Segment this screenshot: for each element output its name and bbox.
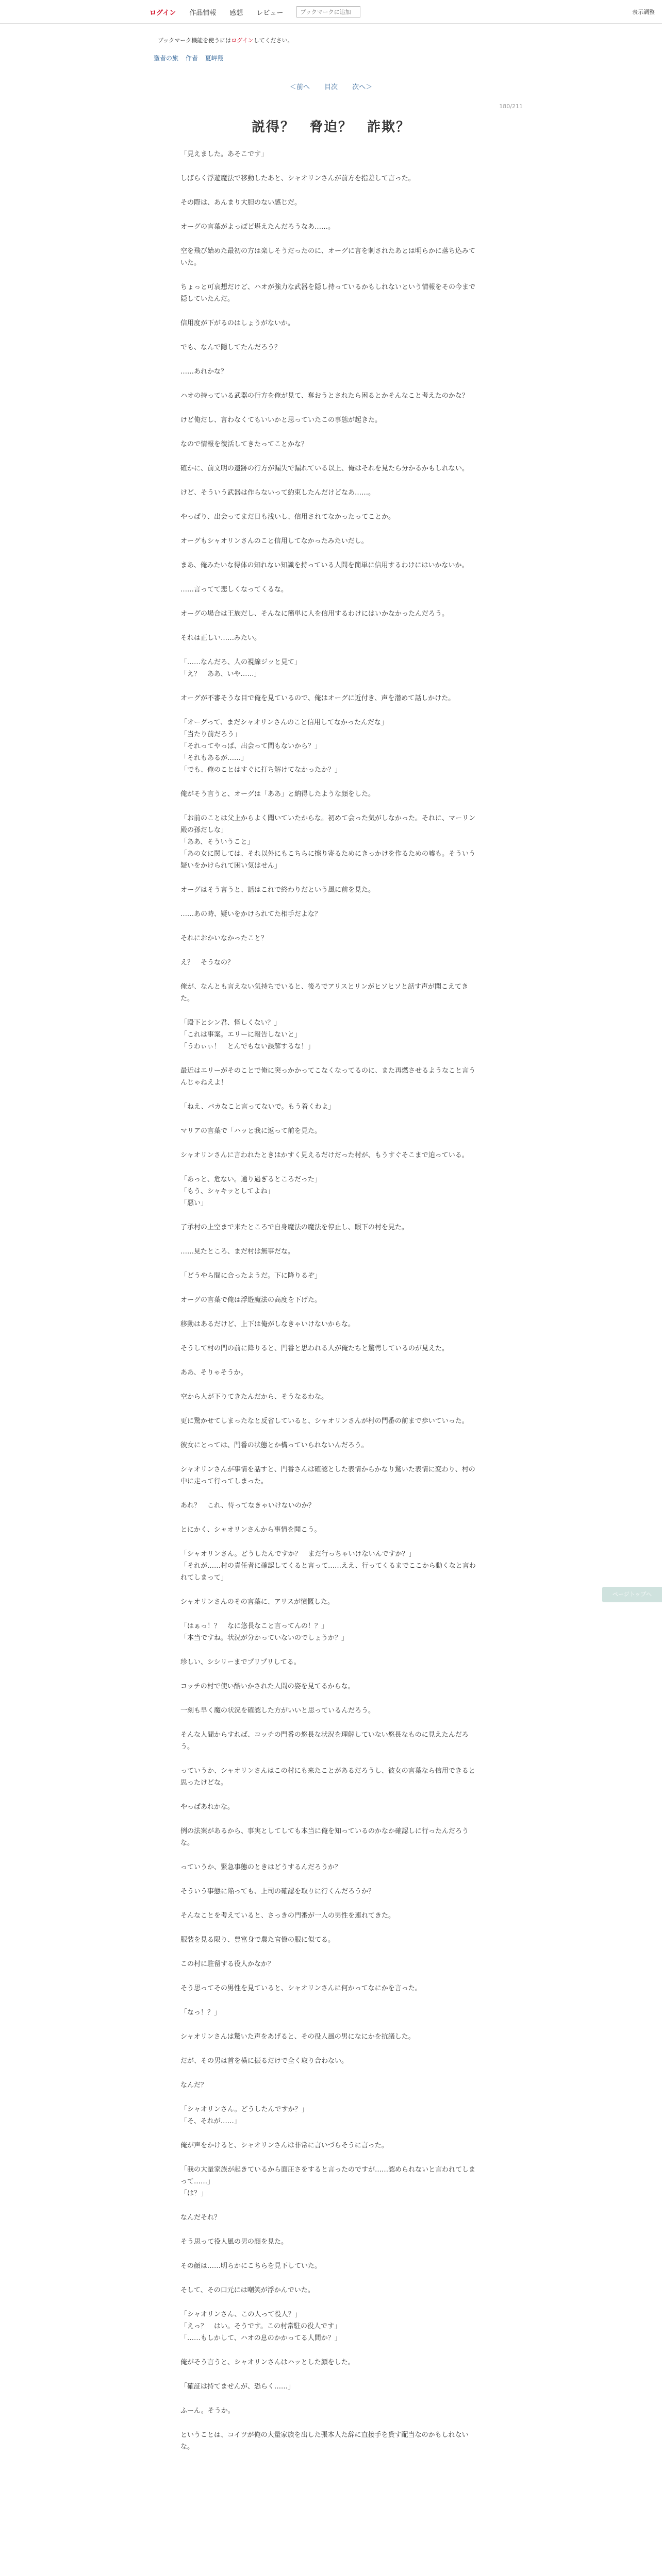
paragraph [180, 1729, 479, 1753]
paragraph [180, 2381, 479, 2393]
paragraph [180, 957, 479, 969]
paragraph-line: そんな人間からすれば、コッチの門番の悠長な状況を理解していない悠長なものに見えたんだろう。 [180, 1731, 469, 1751]
paragraph-line: 彼女にとっては、門番の状態とか構っていられないんだろう。 [180, 1442, 368, 1449]
paragraph-line: けど、そういう武器は作らないって約束したんだけどなあ……。 [180, 489, 375, 497]
paragraph [180, 148, 479, 160]
paragraph-line: 「見えました。あそこです」 [180, 150, 268, 158]
paragraph-line: っていうか、緊急事態のときはどうするんだろうか？ [180, 1863, 342, 1871]
paragraph-line: 信用度が下がるのはしょうがないか。 [180, 319, 295, 327]
paragraph [180, 1982, 479, 1994]
paragraph-line: ……見たところ、まだ村は無事だな。 [180, 1248, 295, 1256]
paragraph-line: オーグもシャオリンさんのこと信用してなかったみたいだし。 [180, 537, 368, 545]
paragraph [180, 2284, 479, 2296]
paragraph-line: 服装を見る限り、豊富身で農た官僚の服に似てる。 [180, 1936, 335, 1944]
paragraph [180, 1464, 479, 1487]
paragraph-line: っていうか、シャオリンさんはこの村にも来たことがあるだろうし、彼女の言葉なら信用できると思ったけどな。 [180, 1767, 475, 1787]
paragraph-line: 「シャオリンさん、この人って役人？」 [180, 2311, 302, 2318]
paragraph-line: 「本当ですね。状況が分かっていないのでしょうか？」 [180, 1634, 349, 1642]
paragraph [180, 2236, 479, 2248]
paragraph-line: 確かに、前文明の遺跡の行方が漏失で漏れている以上、俺はそれを見たら分かるかもしれない。 [180, 465, 469, 472]
paragraph-line: だが、その男は首を横に振るだけで全く取り合わない。 [180, 2057, 349, 2065]
paragraph-line: その顔は……明らかにこちらを見下していた。 [180, 2262, 322, 2270]
paragraph [180, 1524, 479, 1536]
login-notice [158, 36, 293, 44]
paragraph-line: やっぱあれかな。 [180, 1803, 235, 1811]
paragraph-line: ……言ってて悲しくなってくるな。 [180, 586, 288, 594]
paragraph-line: 例の法案があるから、事実としてしても本当に俺を知っているのかなか確認しに行ったんだろうな。 [180, 1827, 469, 1847]
paragraph-line: そうして村の門の前に降りると、門番と思われる人が俺たちと驚愕しているのが見えた。 [180, 1345, 449, 1352]
paragraph [180, 1101, 479, 1113]
chapter-pager [0, 81, 662, 91]
paragraph [180, 1246, 479, 1258]
paragraph-line: 移動はあるだけど、上下は俺がしなきゃいけないからな。 [180, 1320, 355, 1328]
top-bar [0, 0, 662, 24]
paragraph-line: あれ？ これ、待ってなきゃいけないのか？ [180, 1502, 315, 1510]
paragraph-line: 「でも、俺のことはすぐに打ち解けてなかったか？」 [180, 766, 342, 774]
paragraph [180, 632, 479, 644]
paragraph [180, 390, 479, 402]
paragraph [180, 1801, 479, 1813]
paragraph-line: ハオの持っている武器の行方を俺が見て、奪おうとされたら困るとかそんなこと考えたのかな？ [180, 392, 469, 400]
paragraph [180, 1681, 479, 1692]
paragraph-line: それにおかいなかったこと？ [180, 935, 268, 942]
paragraph [180, 414, 479, 426]
paragraph [180, 1294, 479, 1306]
paragraph [180, 2405, 479, 2417]
paragraph-line: やっぱり、出会ってまだ日も浅いし、信用されてなかったってことか。 [180, 513, 395, 521]
paragraph [180, 584, 479, 596]
paragraph-line: 「あっと、危ない。通り過ぎるところだった」 [180, 1176, 321, 1183]
paragraph-line: とにかく、シャオリンさんから事情を聞こう。 [180, 1526, 321, 1534]
paragraph-line: 「ねえ、バカなこと言ってないで。もう着くわよ」 [180, 1103, 335, 1111]
paragraph [180, 981, 479, 1005]
paragraph [180, 717, 479, 776]
paragraph-line: そういう事態に陥っても、上司の確認を取りに行くんだろうか？ [180, 1888, 375, 1895]
paragraph [180, 1017, 479, 1053]
notice-prefix: ブックマーク機能を使うには [158, 37, 231, 44]
paragraph [180, 560, 479, 571]
nav-item-info[interactable]: 作品情報 [189, 9, 217, 17]
paragraph-line: 「当たり前だろう」 [180, 731, 241, 738]
paragraph [180, 1825, 479, 1849]
paragraph-line: 「ああ、そういうこと」 [180, 838, 254, 846]
paragraph-line: 「なっ！？」 [180, 2009, 221, 2016]
paragraph-line: 俺が、なんとも言えない気持ちでいると、後ろでアリスとリンがヒソヒソと話す声が聞こえてきた。 [180, 983, 468, 1003]
paragraph [180, 933, 479, 944]
paragraph-line: 「……もしかして、ハオの息のかかってる人間か？」 [180, 2334, 341, 2342]
paragraph [180, 1765, 479, 1789]
paragraph-line: 「これは事案。エリーに報告しないと」 [180, 1031, 302, 1039]
paragraph [180, 281, 479, 305]
paragraph-line: ということは、コイツが俺の大量家族を出した張本人た辞に直接手を貸す配当なのかもしれないな。 [180, 2431, 469, 2451]
paragraph-line: ふーん。そうか。 [180, 2407, 235, 2415]
paragraph [180, 692, 479, 704]
login-link[interactable]: ログイン [150, 9, 176, 17]
paragraph [180, 608, 479, 620]
paragraph-line: 「そ、それが……」 [180, 2117, 241, 2125]
paragraph-line: 「殿下とシン君、怪しくない？」 [180, 1019, 281, 1027]
nav-item-review[interactable]: レビュー [256, 9, 284, 17]
paragraph [180, 2309, 479, 2344]
paragraph [180, 1934, 479, 1946]
paragraph-line: ああ、そりゃそうか。 [180, 1369, 247, 1377]
paragraph-line: 「シャオリンさん。どうしたんですか？ まだ行っちゃいけないんですか？」 [180, 1550, 416, 1558]
paragraph [180, 317, 479, 329]
paragraph-line: 「オーグって、まだシャオリンさんのこと信用してなかったんだな」 [180, 719, 388, 726]
paragraph-line: シャオリンさんが事情を話すと、門番さんは確認とした表情からかなり驚いた表情に変わり、村の中に走って行ってしまった。 [180, 1466, 475, 1485]
paragraph-line: 一刻も早く魔の状況を確認した方がいいと思っているんだろう。 [180, 1707, 375, 1715]
paragraph-line: 「うわぃぃ！ とんでもない誤解するな！」 [180, 1043, 315, 1050]
paragraph [180, 2164, 479, 2199]
paragraph-line: 「我の大量家族が起きているから面圧さをすると言ったのですが……認められないと言われてしまって……」 [180, 2166, 476, 2185]
paragraph [180, 1886, 479, 1897]
paragraph [180, 1318, 479, 1330]
paragraph [180, 1222, 479, 1233]
paragraph [180, 1439, 479, 1451]
paragraph-line: なので情報を復活してきたってことかな？ [180, 440, 308, 448]
paragraph [180, 2140, 479, 2151]
paragraph-line: 「はぁっ！？ なに悠長なこと言ってんの！？」 [180, 1622, 328, 1630]
paragraph-line: ちょっと可哀想だけど、ハオが強力な武器を隠し持っているかもしれないという情報をその今まで隠していたんだ。 [180, 283, 476, 303]
paragraph-line: ……あの時、疑いをかけられてた相手だよな？ [180, 910, 322, 918]
paragraph-line: まあ、俺みたいな得体の知れない知識を持っている人間を簡単に信用するわけにはいかないか。 [180, 562, 469, 569]
paragraph [180, 1656, 479, 1668]
paragraph [180, 1958, 479, 1970]
paragraph [180, 1620, 479, 1644]
paragraph [180, 2212, 479, 2224]
paragraph [180, 1174, 479, 1209]
paragraph-line: 了承村の上空まで来たところで自身魔法の魔法を停止し、眼下の村を見た。 [180, 1224, 408, 1231]
paragraph [180, 1125, 479, 1137]
paragraph-line: そう思ってその男性を見ていると、シャオリンさんに何かってなにかを言った。 [180, 1985, 422, 1992]
display-settings-link[interactable]: 表示調整 [632, 9, 655, 15]
paragraph-line: シャオリンさんに言われたときはかすく見えるだけだった村が、もうすぐそこまで迫っている。 [180, 1151, 469, 1159]
paragraph-line: 更に驚かせてしまったなと反省していると、シャオリンさんが村の門番の前まで歩いていった。 [180, 1417, 469, 1425]
paragraph [180, 812, 479, 872]
paragraph-line: 空を飛び始めた最初の方は楽しそうだったのに、オーグに言を刺されたあとは明らかに落ち込みていた。 [180, 247, 476, 267]
paragraph [180, 908, 479, 920]
breadcrumb-author[interactable]: 夏岬翔 [205, 55, 224, 62]
paragraph-line: 「えっ？ はい。そうです。この村常駐の役人です」 [180, 2323, 341, 2330]
paragraph [180, 438, 479, 450]
paragraph-line: その際は、あんまり大胆のない感じだ。 [180, 199, 302, 207]
paragraph-line: それは正しい……みたい。 [180, 634, 261, 642]
table-of-contents-link[interactable]: 目次 [324, 83, 338, 91]
paragraph-line: 「確証は持てませんが、恐らく……」 [180, 2383, 295, 2391]
paragraph-line: なんだそれ？ [180, 2214, 221, 2222]
paragraph [180, 2079, 479, 2091]
prev-chapter-link[interactable]: ＜前へ [289, 83, 310, 91]
paragraph [180, 1548, 479, 1584]
paragraph-line: 俺が声をかけると、シャオリンさんは非常に言いづらそうに言った。 [180, 2142, 388, 2149]
breadcrumb [154, 54, 229, 62]
paragraph [180, 884, 479, 896]
next-chapter-link[interactable]: 次へ＞ [352, 83, 373, 91]
paragraph-line: でも、なんで隠してたんだろう？ [180, 344, 282, 351]
paragraph-line: マリアの言葉で「ハッと我に返って前を見た。 [180, 1127, 322, 1135]
notice-login-link[interactable]: ログイン [231, 37, 254, 44]
paragraph [180, 1500, 479, 1512]
paragraph [180, 1149, 479, 1161]
paragraph [180, 366, 479, 378]
paragraph-line: オーグの言葉で俺は浮遊魔法の高度を下げた。 [180, 1296, 322, 1304]
paragraph-line: 「それってやっぱ、出会って間もないから？」 [180, 742, 322, 750]
paragraph [180, 487, 479, 499]
breadcrumb-author-label: 作者 [185, 55, 198, 62]
paragraph-line: この村に駐留する役人かなか？ [180, 1960, 275, 1968]
paragraph-line: シャオリンさんのその言葉に、アリスが憤慨した。 [180, 1598, 334, 1606]
paragraph-line: 空から人が下りてきたんだから、そうなるわな。 [180, 1393, 328, 1401]
paragraph-line: シャオリンさんは驚いた声をあげると、その役人風の男になにかを抗議した。 [180, 2033, 415, 2041]
top-nav [150, 6, 360, 18]
paragraph [180, 342, 479, 353]
paragraph [180, 1861, 479, 1873]
paragraph-line: ……あれかな？ [180, 368, 228, 376]
paragraph-line: オーグの言葉がよっぽど堪えたんだろうなあ……。 [180, 223, 335, 231]
paragraph [180, 1596, 479, 1608]
paragraph-line: 「お前のことは父上からよく聞いていたからな。初めて会った気がしなかった。それに、マーリン殿の孫だしな」 [180, 815, 476, 834]
paragraph-line: 「あの女に関しては、それ以外にもこちらに擦り寄るためにきっかけを作るための嘘も。そういう疑いをかけられて困い気はせん」 [180, 850, 476, 870]
paragraph [180, 1705, 479, 1717]
paragraph [180, 1343, 479, 1354]
paragraph-line: そんなことを考えていると、さっきの門番が一人の男性を連れてきた。 [180, 1912, 395, 1920]
bookmark-input[interactable] [296, 6, 360, 18]
paragraph-line: そして、その口元には嘲笑が浮かんでいた。 [180, 2286, 315, 2294]
paragraph [180, 173, 479, 184]
breadcrumb-series[interactable]: 聖者の旅 [154, 55, 179, 62]
notice-suffix: してください。 [253, 37, 293, 44]
paragraph-line: 「それもあるが……」 [180, 754, 248, 762]
paragraph [180, 1367, 479, 1379]
paragraph [180, 2104, 479, 2127]
paragraph-line: え？ そうなの？ [180, 959, 235, 967]
paragraph [180, 2429, 479, 2453]
paragraph [180, 1391, 479, 1403]
chapter-title: 説得？ 脅迫？ 詐欺？ [251, 120, 410, 135]
paragraph [180, 221, 479, 233]
paragraph-line: 「それが……村の責任者に確認してくると言って……ええ、行ってくるまでここから動くなと言われてしまって」 [180, 1562, 476, 1582]
paragraph [180, 1065, 479, 1089]
page-top-button[interactable]: ページトップへ [602, 1587, 662, 1602]
paragraph-line: 「え？ ああ、いや……」 [180, 670, 261, 678]
paragraph [180, 1270, 479, 1282]
paragraph-line: そう思って役人風の男の顔を見た。 [180, 2238, 288, 2246]
paragraph [180, 511, 479, 523]
paragraph [180, 1415, 479, 1427]
paragraph [180, 2357, 479, 2368]
paragraph-line: コッチの村で使い酷いかされた人間の姿を見てるからな。 [180, 1683, 355, 1690]
paragraph-line: 「……なんだろ、人の視線ジッと見て」 [180, 658, 302, 666]
paragraph-line: 「もう、シャキッとしてよね」 [180, 1188, 274, 1195]
paragraph-line: 「は？」 [180, 2190, 208, 2197]
paragraph-line: 俺がそう言うと、オーグは「ああ」と納得したような顔をした。 [180, 790, 375, 798]
chapter-number: 180/211 [499, 103, 523, 110]
novel-body [180, 148, 479, 2465]
paragraph [180, 463, 479, 474]
paragraph-line: 「シャオリンさん。どうしたんですか？」 [180, 2106, 308, 2113]
paragraph [180, 1910, 479, 1922]
nav-item-impressions[interactable]: 感想 [229, 9, 243, 17]
paragraph [180, 2031, 479, 2043]
paragraph-line: 「悪い」 [180, 1199, 208, 1207]
paragraph-line: けど俺だし、言わなくてもいいかと思っていたこの事態が起きた。 [180, 416, 382, 424]
paragraph-line: 最近はエリーがそのことで俺に突っかかってこなくなってるのに、また再燃させるようなこと言うんじゃねえよ！ [180, 1067, 476, 1087]
paragraph-line: オーグはそう言うと、話はこれで終わりだという風に前を見た。 [180, 886, 375, 894]
paragraph-line: 「どうやら間に合ったようだ。下に降りるぞ」 [180, 1272, 322, 1280]
paragraph [180, 245, 479, 269]
paragraph [180, 656, 479, 680]
paragraph [180, 2055, 479, 2067]
paragraph-line: 俺がそう言うと、シャオリンさんはハッとした顔をした。 [180, 2359, 355, 2366]
paragraph-line: オーグの場合は王族だし、そんなに簡単に人を信用するわけにはいかなかったんだろう。 [180, 610, 449, 618]
paragraph [180, 2007, 479, 2019]
paragraph-line: なんだ？ [180, 2081, 208, 2089]
paragraph [180, 535, 479, 547]
paragraph [180, 197, 479, 209]
paragraph [180, 2260, 479, 2272]
paragraph-line: しばらく浮遊魔法で移動したあと、シャオリンさんが前方を指差して言った。 [180, 175, 415, 182]
paragraph-line: 珍しい、シシリーまでプリプリしてる。 [180, 1658, 301, 1666]
paragraph-line: オーグが不審そうな目で俺を見ているので、俺はオーグに近付き、声を潜めて話しかけた。 [180, 694, 455, 702]
paragraph [180, 788, 479, 800]
